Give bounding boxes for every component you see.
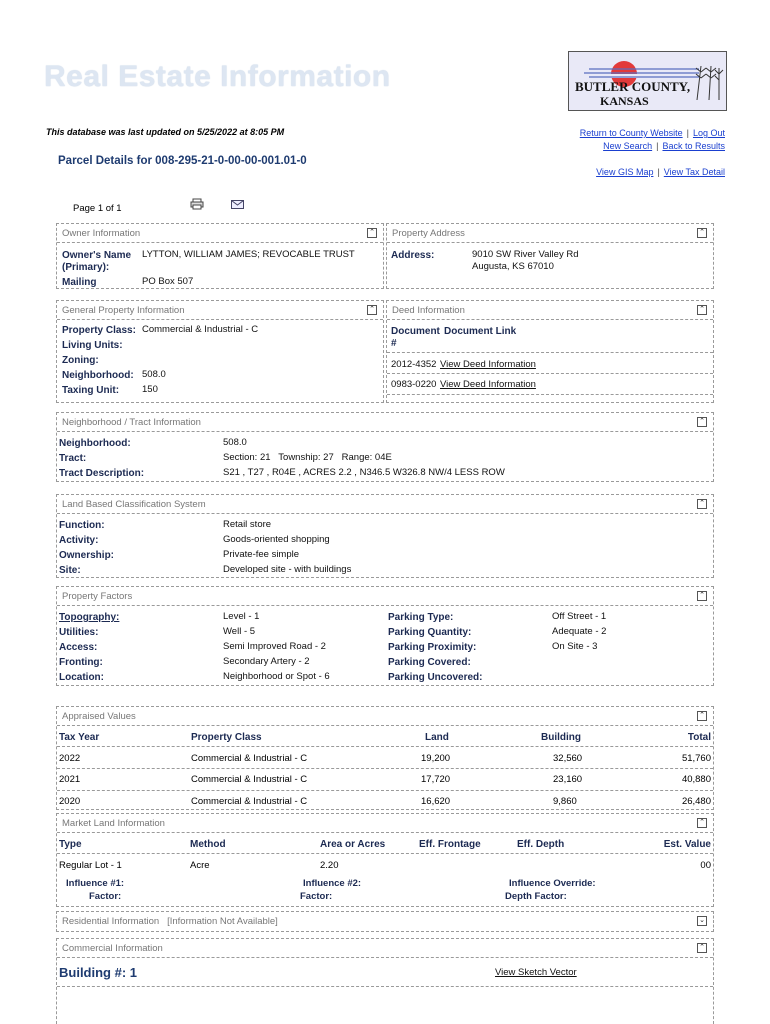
commercial-panel <box>56 938 714 1024</box>
row-2020-year: 2020 <box>59 796 81 807</box>
location-value: Neighborhood or Spot - 6 <box>223 671 330 682</box>
influence1-factor-label: Factor: <box>89 891 122 902</box>
deed-row-divider <box>387 394 713 395</box>
row-2021-class: Commercial & Industrial - C <box>191 774 308 785</box>
parking-quantity-label: Parking Quantity: <box>388 627 472 638</box>
influence1-label: Influence #1: <box>66 878 125 889</box>
site-label: Site: <box>59 565 81 576</box>
table-row-divider <box>57 853 713 854</box>
mailing-value: PO Box 507 <box>142 276 194 287</box>
view-deed-link-1[interactable]: View Deed Information <box>440 359 536 370</box>
tax-year-header: Tax Year <box>59 732 100 743</box>
access-value: Semi Improved Road - 2 <box>223 641 326 652</box>
market-type-value: Regular Lot - 1 <box>59 860 122 871</box>
property-class-header: Property Class <box>191 732 262 743</box>
lbcs-panel-header[interactable] <box>57 495 713 514</box>
expand-icon[interactable]: ⌄ <box>697 916 707 926</box>
fronting-label: Fronting: <box>59 657 103 668</box>
function-value: Retail store <box>223 519 272 530</box>
row-2022-land: 19,200 <box>421 753 451 764</box>
market-est-value: 00 <box>700 860 711 871</box>
deed-panel-header[interactable] <box>387 301 713 320</box>
collapse-icon[interactable]: ⌃ <box>697 228 707 238</box>
ownership-value: Private-fee simple <box>223 549 300 560</box>
location-label: Location: <box>59 672 104 683</box>
collapse-icon[interactable]: ⌃ <box>697 711 707 721</box>
row-2022-year: 2022 <box>59 753 81 764</box>
back-results-link[interactable]: Back to Results <box>662 141 725 151</box>
address-panel <box>386 223 714 289</box>
tract-neighborhood-label: Neighborhood: <box>59 438 131 449</box>
neighborhood-value: 508.0 <box>142 369 166 380</box>
parking-type-value: Off Street - 1 <box>552 611 607 622</box>
row-2020-total: 26,480 <box>681 796 711 807</box>
table-row-divider <box>57 746 713 747</box>
table-row-divider <box>57 790 713 791</box>
tract-description-label: Tract Description: <box>59 468 145 479</box>
deed-doc-1: 2012-4352 <box>391 359 437 370</box>
top-links: Return to County Website | Log Out New Search | Back to Results View GIS Map | View Tax Detail <box>579 128 725 177</box>
depth-header: Eff. Depth <box>517 839 565 850</box>
collapse-icon[interactable]: ⌃ <box>367 228 377 238</box>
address-label: Address: <box>391 250 435 261</box>
logout-link[interactable]: Log Out <box>692 128 725 138</box>
deed-title: Deed Information <box>392 305 465 316</box>
appraised-panel-header[interactable] <box>57 707 713 726</box>
row-2021-year: 2021 <box>59 774 81 785</box>
last-updated-text: This database was last updated on 5/25/2022 at 8:05 PM <box>46 127 285 137</box>
general-panel <box>56 300 384 403</box>
influence-override-label: Influence Override: <box>509 878 596 889</box>
property-class-value: Commercial & Industrial - C <box>142 324 259 335</box>
row-2021-land: 17,720 <box>421 774 451 785</box>
address-title: Property Address <box>392 228 465 239</box>
mailing-label: Mailing <box>62 277 97 288</box>
logo-text-state: KANSAS <box>600 94 649 108</box>
market-title: Market Land Information <box>62 818 165 829</box>
deed-doc-2: 0983-0220 <box>391 379 437 390</box>
owner-name-value: LYTTON, WILLIAM JAMES; REVOCABLE TRUST <box>142 249 355 260</box>
parking-quantity-value: Adequate - 2 <box>552 626 607 637</box>
envelope-icon[interactable] <box>231 200 244 209</box>
lbcs-panel <box>56 494 714 578</box>
owner-name-label: Owner's Name (Primary): <box>62 250 132 273</box>
frontage-header: Eff. Frontage <box>419 839 481 850</box>
deed-row-divider <box>387 352 713 353</box>
market-method-value: Acre <box>190 860 210 871</box>
owner-panel-header[interactable] <box>57 224 383 243</box>
access-label: Access: <box>59 642 98 653</box>
tract-label: Tract: <box>59 453 87 464</box>
row-2020-class: Commercial & Industrial - C <box>191 796 308 807</box>
view-sketch-vector-link[interactable]: View Sketch Vector <box>495 967 577 978</box>
appraised-values-panel <box>56 706 714 810</box>
parking-proximity-value: On Site - 3 <box>552 641 598 652</box>
document-number-header: Document # <box>391 326 440 349</box>
fronting-value: Secondary Artery - 2 <box>223 656 310 667</box>
owner-panel <box>56 223 384 289</box>
deed-row-divider <box>387 373 713 374</box>
topography-label[interactable]: Topography: <box>59 612 120 623</box>
market-land-panel <box>56 813 714 907</box>
depth-factor-label: Depth Factor: <box>505 891 567 902</box>
function-label: Function: <box>59 520 105 531</box>
row-2022-building: 32,560 <box>553 753 583 764</box>
type-header: Type <box>59 839 82 850</box>
land-header: Land <box>425 732 449 743</box>
return-county-link[interactable]: Return to County Website <box>579 128 683 138</box>
general-panel-header[interactable] <box>57 301 383 320</box>
activity-value: Goods-oriented shopping <box>223 534 330 545</box>
influence2-label: Influence #2: <box>303 878 362 889</box>
market-area-value: 2.20 <box>320 860 339 871</box>
parking-type-label: Parking Type: <box>388 612 454 623</box>
parking-proximity-label: Parking Proximity: <box>388 642 477 653</box>
property-factors-panel <box>56 586 714 686</box>
collapse-icon[interactable]: ⌃ <box>697 591 707 601</box>
tract-value: Section: 21 Township: 27 Range: 04E <box>223 452 392 463</box>
tract-title: Neighborhood / Tract Information <box>62 417 201 428</box>
tract-neighborhood-value: 508.0 <box>223 437 247 448</box>
influence2-factor-label: Factor: <box>300 891 333 902</box>
address-line1: 9010 SW River Valley Rd <box>472 249 579 260</box>
parcel-heading: Parcel Details for 008-295-21-0-00-00-001.01-0 <box>58 155 307 167</box>
collapse-icon[interactable]: ⌃ <box>367 305 377 315</box>
row-2022-class: Commercial & Industrial - C <box>191 753 308 764</box>
collapse-icon[interactable]: ⌃ <box>697 305 707 315</box>
address-panel-header[interactable] <box>387 224 713 243</box>
commercial-panel-header[interactable] <box>57 939 713 958</box>
est-value-header: Est. Value <box>663 839 711 850</box>
row-2021-building: 23,160 <box>553 774 583 785</box>
method-header: Method <box>190 839 226 850</box>
taxing-unit-label: Taxing Unit: <box>62 385 120 396</box>
document-link-header: Document Link <box>444 326 517 337</box>
topography-value: Level - 1 <box>223 611 260 622</box>
general-title: General Property Information <box>62 305 185 316</box>
total-header: Total <box>687 732 711 743</box>
logo-text-county: BUTLER COUNTY, <box>575 79 691 94</box>
taxing-unit-value: 150 <box>142 384 158 395</box>
lbcs-title: Land Based Classification System <box>62 499 206 510</box>
commercial-title: Commercial Information <box>62 943 163 954</box>
table-row-divider <box>57 768 713 769</box>
building-header: Building <box>541 732 581 743</box>
ownership-label: Ownership: <box>59 550 115 561</box>
parking-uncovered-label: Parking Uncovered: <box>388 672 483 683</box>
residential-panel <box>56 911 714 932</box>
collapse-icon[interactable]: ⌃ <box>697 943 707 953</box>
area-header: Area or Acres <box>320 839 386 850</box>
row-2020-building: 9,860 <box>553 796 577 807</box>
tract-description-value: S21 , T27 , R04E , ACRES 2.2 , N346.5 W326.8 NW/4 LESS ROW <box>223 467 505 478</box>
deed-panel <box>386 300 714 403</box>
tract-panel-header[interactable] <box>57 413 713 432</box>
section-divider <box>57 986 713 987</box>
gis-map-link[interactable]: View GIS Map <box>596 167 654 177</box>
residential-panel-header[interactable] <box>57 912 713 931</box>
printer-icon[interactable] <box>190 198 204 210</box>
tax-detail-link[interactable]: View Tax Detail <box>663 167 725 177</box>
property-class-label: Property Class: <box>62 325 136 336</box>
parking-covered-label: Parking Covered: <box>388 657 471 668</box>
factors-panel-header[interactable] <box>57 587 713 606</box>
row-2021-total: 40,880 <box>681 774 711 785</box>
tract-panel <box>56 412 714 482</box>
address-line2: Augusta, KS 67010 <box>472 261 554 272</box>
activity-label: Activity: <box>59 535 99 546</box>
site-value: Developed site - with buildings <box>223 564 352 575</box>
view-deed-link-2[interactable]: View Deed Information <box>440 379 536 390</box>
market-panel-header[interactable] <box>57 814 713 833</box>
utilities-value: Well - 5 <box>223 626 256 637</box>
page-indicator: Page 1 of 1 <box>73 203 122 214</box>
building-number-heading: Building #: 1 <box>59 965 137 980</box>
factors-title: Property Factors <box>62 591 133 602</box>
new-search-link[interactable]: New Search <box>603 141 653 151</box>
county-logo[interactable] <box>568 51 727 111</box>
row-2020-land: 16,620 <box>421 796 451 807</box>
utilities-label: Utilities: <box>59 627 99 638</box>
neighborhood-label: Neighborhood: <box>62 370 134 381</box>
living-units-label: Living Units: <box>62 340 123 351</box>
row-2022-total: 51,760 <box>681 753 711 764</box>
collapse-icon[interactable]: ⌃ <box>697 499 707 509</box>
zoning-label: Zoning: <box>62 355 99 366</box>
collapse-icon[interactable]: ⌃ <box>697 818 707 828</box>
residential-title: Residential Information [Information Not Available] <box>62 916 278 927</box>
appraised-title: Appraised Values <box>62 711 136 722</box>
collapse-icon[interactable]: ⌃ <box>697 417 707 427</box>
page-title: Real Estate Information <box>44 60 391 93</box>
owner-title: Owner Information <box>62 228 141 239</box>
